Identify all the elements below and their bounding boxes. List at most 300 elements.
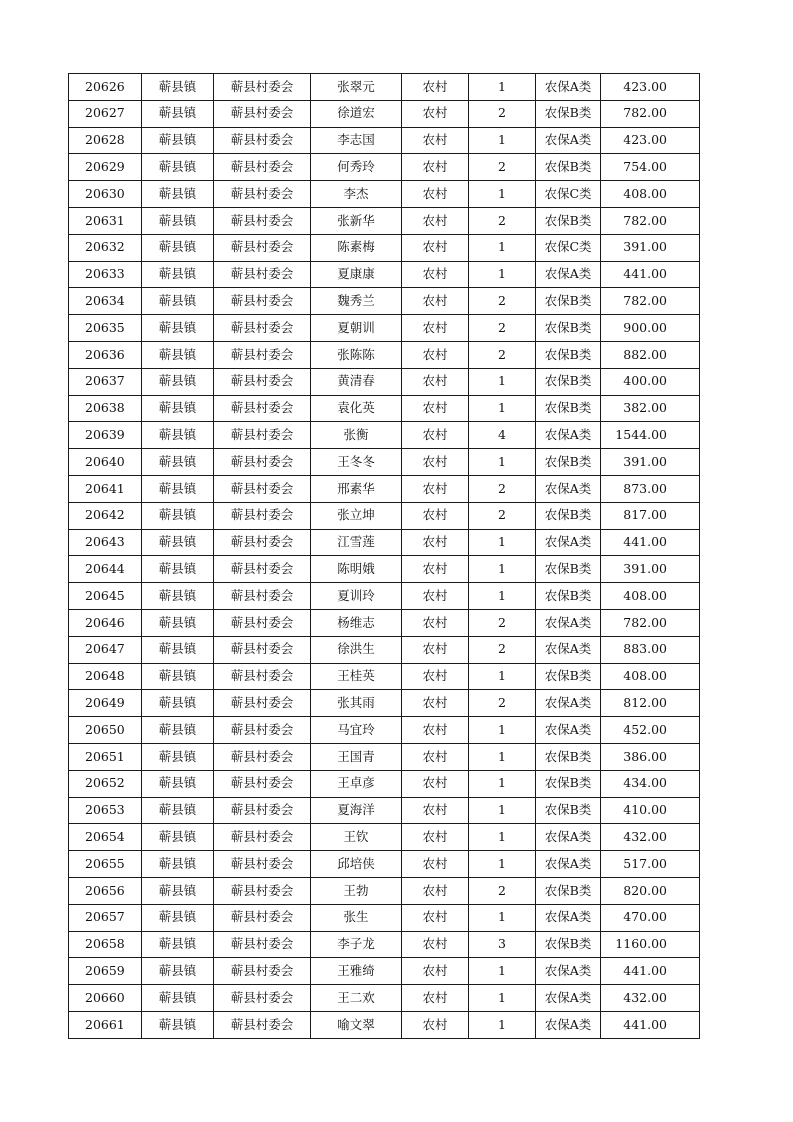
household-count-cell: 2 <box>469 341 536 368</box>
table-row <box>69 181 700 208</box>
town-cell: 蕲县镇 <box>142 851 214 878</box>
name-cell: 邢素华 <box>311 475 402 502</box>
name-cell: 王雅绮 <box>311 958 402 985</box>
town-cell: 蕲县镇 <box>142 475 214 502</box>
household-count-cell: 1 <box>469 797 536 824</box>
household-count-cell: 1 <box>469 583 536 610</box>
household-count-cell: 2 <box>469 315 536 342</box>
name-cell: 王钦 <box>311 824 402 851</box>
residence-type-cell: 农村 <box>402 985 469 1012</box>
amount-cell: 900.00 <box>601 315 700 342</box>
insurance-category-cell: 农保B类 <box>536 583 601 610</box>
town-cell: 蕲县镇 <box>142 770 214 797</box>
household-count-cell: 1 <box>469 717 536 744</box>
insurance-category-cell: 农保B类 <box>536 368 601 395</box>
town-cell: 蕲县镇 <box>142 100 214 127</box>
amount-cell: 400.00 <box>601 368 700 395</box>
insurance-category-cell: 农保A类 <box>536 958 601 985</box>
table-row <box>69 502 700 529</box>
village-committee-cell: 蕲县村委会 <box>214 1011 311 1038</box>
village-committee-cell: 蕲县村委会 <box>214 583 311 610</box>
town-cell: 蕲县镇 <box>142 315 214 342</box>
residence-type-cell: 农村 <box>402 154 469 181</box>
name-cell: 王二欢 <box>311 985 402 1012</box>
town-cell: 蕲县镇 <box>142 422 214 449</box>
household-count-cell: 1 <box>469 127 536 154</box>
name-cell: 何秀玲 <box>311 154 402 181</box>
village-committee-cell: 蕲县村委会 <box>214 422 311 449</box>
insurance-category-cell: 农保A类 <box>536 475 601 502</box>
residence-type-cell: 农村 <box>402 422 469 449</box>
town-cell: 蕲县镇 <box>142 529 214 556</box>
household-count-cell: 1 <box>469 958 536 985</box>
name-cell: 李志国 <box>311 127 402 154</box>
name-cell: 夏康康 <box>311 261 402 288</box>
residence-type-cell: 农村 <box>402 556 469 583</box>
insurance-category-cell: 农保A类 <box>536 690 601 717</box>
table-row <box>69 717 700 744</box>
residence-type-cell: 农村 <box>402 181 469 208</box>
record-id-cell: 20634 <box>69 288 142 315</box>
insurance-category-cell: 农保A类 <box>536 824 601 851</box>
amount-cell: 441.00 <box>601 529 700 556</box>
household-count-cell: 1 <box>469 904 536 931</box>
record-id-cell: 20646 <box>69 609 142 636</box>
residence-type-cell: 农村 <box>402 609 469 636</box>
residence-type-cell: 农村 <box>402 502 469 529</box>
amount-cell: 782.00 <box>601 288 700 315</box>
record-id-cell: 20642 <box>69 502 142 529</box>
town-cell: 蕲县镇 <box>142 904 214 931</box>
residence-type-cell: 农村 <box>402 636 469 663</box>
record-id-cell: 20647 <box>69 636 142 663</box>
residence-type-cell: 农村 <box>402 583 469 610</box>
table-row <box>69 824 700 851</box>
village-committee-cell: 蕲县村委会 <box>214 154 311 181</box>
table-row <box>69 770 700 797</box>
record-id-cell: 20645 <box>69 583 142 610</box>
household-count-cell: 2 <box>469 609 536 636</box>
table-row <box>69 797 700 824</box>
household-count-cell: 1 <box>469 181 536 208</box>
table-row <box>69 583 700 610</box>
household-count-cell: 2 <box>469 475 536 502</box>
household-count-cell: 1 <box>469 556 536 583</box>
name-cell: 袁化英 <box>311 395 402 422</box>
table-row <box>69 556 700 583</box>
record-id-cell: 20654 <box>69 824 142 851</box>
record-id-cell: 20660 <box>69 985 142 1012</box>
table-row <box>69 234 700 261</box>
household-count-cell: 1 <box>469 234 536 261</box>
name-cell: 张翠元 <box>311 74 402 101</box>
amount-cell: 382.00 <box>601 395 700 422</box>
insurance-category-cell: 农保B类 <box>536 556 601 583</box>
village-committee-cell: 蕲县村委会 <box>214 234 311 261</box>
amount-cell: 434.00 <box>601 770 700 797</box>
town-cell: 蕲县镇 <box>142 207 214 234</box>
town-cell: 蕲县镇 <box>142 154 214 181</box>
village-committee-cell: 蕲县村委会 <box>214 341 311 368</box>
village-committee-cell: 蕲县村委会 <box>214 74 311 101</box>
table-row <box>69 743 700 770</box>
insurance-category-cell: 农保C类 <box>536 234 601 261</box>
record-id-cell: 20649 <box>69 690 142 717</box>
insurance-category-cell: 农保B类 <box>536 502 601 529</box>
insurance-category-cell: 农保A类 <box>536 74 601 101</box>
residence-type-cell: 农村 <box>402 877 469 904</box>
name-cell: 张衡 <box>311 422 402 449</box>
village-committee-cell: 蕲县村委会 <box>214 851 311 878</box>
household-count-cell: 1 <box>469 395 536 422</box>
village-committee-cell: 蕲县村委会 <box>214 127 311 154</box>
amount-cell: 883.00 <box>601 636 700 663</box>
name-cell: 夏朝训 <box>311 315 402 342</box>
town-cell: 蕲县镇 <box>142 717 214 744</box>
name-cell: 魏秀兰 <box>311 288 402 315</box>
record-id-cell: 20651 <box>69 743 142 770</box>
name-cell: 邱培侠 <box>311 851 402 878</box>
town-cell: 蕲县镇 <box>142 341 214 368</box>
name-cell: 王冬冬 <box>311 449 402 476</box>
town-cell: 蕲县镇 <box>142 690 214 717</box>
amount-cell: 470.00 <box>601 904 700 931</box>
table-row <box>69 529 700 556</box>
insurance-category-cell: 农保A类 <box>536 261 601 288</box>
residence-type-cell: 农村 <box>402 234 469 261</box>
amount-cell: 782.00 <box>601 207 700 234</box>
residence-type-cell: 农村 <box>402 851 469 878</box>
residence-type-cell: 农村 <box>402 797 469 824</box>
name-cell: 王国青 <box>311 743 402 770</box>
table-row <box>69 127 700 154</box>
amount-cell: 817.00 <box>601 502 700 529</box>
record-id-cell: 20650 <box>69 717 142 744</box>
name-cell: 徐道宏 <box>311 100 402 127</box>
amount-cell: 408.00 <box>601 663 700 690</box>
record-id-cell: 20626 <box>69 74 142 101</box>
village-committee-cell: 蕲县村委会 <box>214 636 311 663</box>
record-id-cell: 20632 <box>69 234 142 261</box>
table-row <box>69 931 700 958</box>
amount-cell: 441.00 <box>601 958 700 985</box>
insurance-category-cell: 农保B类 <box>536 797 601 824</box>
insurance-category-cell: 农保B类 <box>536 288 601 315</box>
amount-cell: 882.00 <box>601 341 700 368</box>
table-row <box>69 958 700 985</box>
record-id-cell: 20633 <box>69 261 142 288</box>
table-row <box>69 341 700 368</box>
village-committee-cell: 蕲县村委会 <box>214 449 311 476</box>
village-committee-cell: 蕲县村委会 <box>214 985 311 1012</box>
name-cell: 李子龙 <box>311 931 402 958</box>
name-cell: 徐洪生 <box>311 636 402 663</box>
amount-cell: 386.00 <box>601 743 700 770</box>
household-count-cell: 4 <box>469 422 536 449</box>
residence-type-cell: 农村 <box>402 958 469 985</box>
household-count-cell: 1 <box>469 261 536 288</box>
insurance-category-cell: 农保B类 <box>536 449 601 476</box>
household-count-cell: 2 <box>469 100 536 127</box>
town-cell: 蕲县镇 <box>142 261 214 288</box>
record-id-cell: 20640 <box>69 449 142 476</box>
town-cell: 蕲县镇 <box>142 449 214 476</box>
village-committee-cell: 蕲县村委会 <box>214 743 311 770</box>
residence-type-cell: 农村 <box>402 824 469 851</box>
residence-type-cell: 农村 <box>402 207 469 234</box>
record-id-cell: 20631 <box>69 207 142 234</box>
residence-type-cell: 农村 <box>402 1011 469 1038</box>
amount-cell: 391.00 <box>601 449 700 476</box>
name-cell: 张新华 <box>311 207 402 234</box>
record-id-cell: 20657 <box>69 904 142 931</box>
name-cell: 张陈陈 <box>311 341 402 368</box>
record-id-cell: 20629 <box>69 154 142 181</box>
record-id-cell: 20638 <box>69 395 142 422</box>
name-cell: 夏海洋 <box>311 797 402 824</box>
name-cell: 张其雨 <box>311 690 402 717</box>
record-id-cell: 20656 <box>69 877 142 904</box>
residence-type-cell: 农村 <box>402 315 469 342</box>
village-committee-cell: 蕲县村委会 <box>214 207 311 234</box>
amount-cell: 812.00 <box>601 690 700 717</box>
village-committee-cell: 蕲县村委会 <box>214 529 311 556</box>
insurance-category-cell: 农保A类 <box>536 1011 601 1038</box>
household-count-cell: 1 <box>469 74 536 101</box>
town-cell: 蕲县镇 <box>142 797 214 824</box>
village-committee-cell: 蕲县村委会 <box>214 395 311 422</box>
table-row <box>69 395 700 422</box>
household-count-cell: 3 <box>469 931 536 958</box>
name-cell: 夏训玲 <box>311 583 402 610</box>
town-cell: 蕲县镇 <box>142 985 214 1012</box>
household-count-cell: 2 <box>469 288 536 315</box>
village-committee-cell: 蕲县村委会 <box>214 797 311 824</box>
household-count-cell: 1 <box>469 824 536 851</box>
insurance-category-cell: 农保C类 <box>536 181 601 208</box>
household-count-cell: 1 <box>469 743 536 770</box>
insurance-category-cell: 农保A类 <box>536 985 601 1012</box>
table-body <box>69 74 700 1039</box>
insurance-category-cell: 农保B类 <box>536 154 601 181</box>
table-row <box>69 315 700 342</box>
village-committee-cell: 蕲县村委会 <box>214 502 311 529</box>
amount-cell: 410.00 <box>601 797 700 824</box>
residence-type-cell: 农村 <box>402 74 469 101</box>
name-cell: 陈明娥 <box>311 556 402 583</box>
table-row <box>69 422 700 449</box>
village-committee-cell: 蕲县村委会 <box>214 609 311 636</box>
town-cell: 蕲县镇 <box>142 583 214 610</box>
record-id-cell: 20653 <box>69 797 142 824</box>
residence-type-cell: 农村 <box>402 261 469 288</box>
village-committee-cell: 蕲县村委会 <box>214 663 311 690</box>
town-cell: 蕲县镇 <box>142 395 214 422</box>
name-cell: 张生 <box>311 904 402 931</box>
name-cell: 王卓彦 <box>311 770 402 797</box>
residence-type-cell: 农村 <box>402 127 469 154</box>
insurance-category-cell: 农保A类 <box>536 904 601 931</box>
town-cell: 蕲县镇 <box>142 663 214 690</box>
amount-cell: 1160.00 <box>601 931 700 958</box>
household-count-cell: 1 <box>469 663 536 690</box>
village-committee-cell: 蕲县村委会 <box>214 931 311 958</box>
town-cell: 蕲县镇 <box>142 556 214 583</box>
amount-cell: 441.00 <box>601 1011 700 1038</box>
residence-type-cell: 农村 <box>402 100 469 127</box>
name-cell: 张立坤 <box>311 502 402 529</box>
table-row <box>69 636 700 663</box>
town-cell: 蕲县镇 <box>142 234 214 261</box>
residence-type-cell: 农村 <box>402 475 469 502</box>
insurance-category-cell: 农保A类 <box>536 636 601 663</box>
name-cell: 江雪莲 <box>311 529 402 556</box>
village-committee-cell: 蕲县村委会 <box>214 556 311 583</box>
record-id-cell: 20639 <box>69 422 142 449</box>
household-count-cell: 2 <box>469 502 536 529</box>
village-committee-cell: 蕲县村委会 <box>214 904 311 931</box>
record-id-cell: 20643 <box>69 529 142 556</box>
record-id-cell: 20658 <box>69 931 142 958</box>
town-cell: 蕲县镇 <box>142 609 214 636</box>
insurance-category-cell: 农保A类 <box>536 127 601 154</box>
record-id-cell: 20644 <box>69 556 142 583</box>
amount-cell: 873.00 <box>601 475 700 502</box>
name-cell: 喻文翠 <box>311 1011 402 1038</box>
household-count-cell: 2 <box>469 207 536 234</box>
household-count-cell: 1 <box>469 529 536 556</box>
table-row <box>69 877 700 904</box>
table-row <box>69 288 700 315</box>
insurance-category-cell: 农保B类 <box>536 207 601 234</box>
residence-type-cell: 农村 <box>402 690 469 717</box>
town-cell: 蕲县镇 <box>142 181 214 208</box>
table-row <box>69 1011 700 1038</box>
table-row <box>69 663 700 690</box>
amount-cell: 432.00 <box>601 824 700 851</box>
insurance-category-cell: 农保B类 <box>536 100 601 127</box>
household-count-cell: 1 <box>469 851 536 878</box>
amount-cell: 782.00 <box>601 609 700 636</box>
household-count-cell: 1 <box>469 985 536 1012</box>
name-cell: 黄清春 <box>311 368 402 395</box>
record-id-cell: 20655 <box>69 851 142 878</box>
household-count-cell: 2 <box>469 636 536 663</box>
amount-cell: 754.00 <box>601 154 700 181</box>
village-committee-cell: 蕲县村委会 <box>214 261 311 288</box>
village-committee-cell: 蕲县村委会 <box>214 770 311 797</box>
insurance-category-cell: 农保A类 <box>536 422 601 449</box>
town-cell: 蕲县镇 <box>142 1011 214 1038</box>
residence-type-cell: 农村 <box>402 717 469 744</box>
table-row <box>69 475 700 502</box>
amount-cell: 782.00 <box>601 100 700 127</box>
town-cell: 蕲县镇 <box>142 74 214 101</box>
table-row <box>69 904 700 931</box>
name-cell: 杨维志 <box>311 609 402 636</box>
town-cell: 蕲县镇 <box>142 743 214 770</box>
amount-cell: 408.00 <box>601 181 700 208</box>
residence-type-cell: 农村 <box>402 529 469 556</box>
village-committee-cell: 蕲县村委会 <box>214 288 311 315</box>
amount-cell: 452.00 <box>601 717 700 744</box>
amount-cell: 391.00 <box>601 556 700 583</box>
village-committee-cell: 蕲县村委会 <box>214 717 311 744</box>
name-cell: 王勃 <box>311 877 402 904</box>
insurance-category-cell: 农保A类 <box>536 717 601 744</box>
record-id-cell: 20636 <box>69 341 142 368</box>
residence-type-cell: 农村 <box>402 663 469 690</box>
village-committee-cell: 蕲县村委会 <box>214 824 311 851</box>
household-count-cell: 1 <box>469 368 536 395</box>
household-count-cell: 1 <box>469 449 536 476</box>
town-cell: 蕲县镇 <box>142 824 214 851</box>
table-row <box>69 690 700 717</box>
insurance-category-cell: 农保B类 <box>536 877 601 904</box>
amount-cell: 820.00 <box>601 877 700 904</box>
table-row <box>69 207 700 234</box>
amount-cell: 423.00 <box>601 74 700 101</box>
town-cell: 蕲县镇 <box>142 636 214 663</box>
table-row <box>69 100 700 127</box>
table-row <box>69 851 700 878</box>
residence-type-cell: 农村 <box>402 743 469 770</box>
amount-cell: 423.00 <box>601 127 700 154</box>
table-row <box>69 609 700 636</box>
residence-type-cell: 农村 <box>402 770 469 797</box>
household-count-cell: 1 <box>469 770 536 797</box>
record-id-cell: 20627 <box>69 100 142 127</box>
insurance-category-cell: 农保B类 <box>536 395 601 422</box>
record-id-cell: 20628 <box>69 127 142 154</box>
household-count-cell: 2 <box>469 877 536 904</box>
village-committee-cell: 蕲县村委会 <box>214 690 311 717</box>
amount-cell: 408.00 <box>601 583 700 610</box>
table-row <box>69 261 700 288</box>
insurance-category-cell: 农保B类 <box>536 770 601 797</box>
amount-cell: 441.00 <box>601 261 700 288</box>
town-cell: 蕲县镇 <box>142 877 214 904</box>
household-count-cell: 1 <box>469 1011 536 1038</box>
town-cell: 蕲县镇 <box>142 368 214 395</box>
town-cell: 蕲县镇 <box>142 288 214 315</box>
record-id-cell: 20635 <box>69 315 142 342</box>
insurance-category-cell: 农保B类 <box>536 315 601 342</box>
household-count-cell: 2 <box>469 154 536 181</box>
village-committee-cell: 蕲县村委会 <box>214 315 311 342</box>
village-committee-cell: 蕲县村委会 <box>214 181 311 208</box>
amount-cell: 432.00 <box>601 985 700 1012</box>
record-id-cell: 20652 <box>69 770 142 797</box>
insurance-category-cell: 农保B类 <box>536 663 601 690</box>
table-row <box>69 74 700 101</box>
village-committee-cell: 蕲县村委会 <box>214 877 311 904</box>
amount-cell: 517.00 <box>601 851 700 878</box>
residence-type-cell: 农村 <box>402 904 469 931</box>
record-id-cell: 20661 <box>69 1011 142 1038</box>
name-cell: 李杰 <box>311 181 402 208</box>
record-id-cell: 20630 <box>69 181 142 208</box>
town-cell: 蕲县镇 <box>142 958 214 985</box>
record-id-cell: 20637 <box>69 368 142 395</box>
residence-type-cell: 农村 <box>402 341 469 368</box>
town-cell: 蕲县镇 <box>142 127 214 154</box>
amount-cell: 391.00 <box>601 234 700 261</box>
table-row <box>69 985 700 1012</box>
household-count-cell: 2 <box>469 690 536 717</box>
record-id-cell: 20641 <box>69 475 142 502</box>
insurance-category-cell: 农保A类 <box>536 609 601 636</box>
